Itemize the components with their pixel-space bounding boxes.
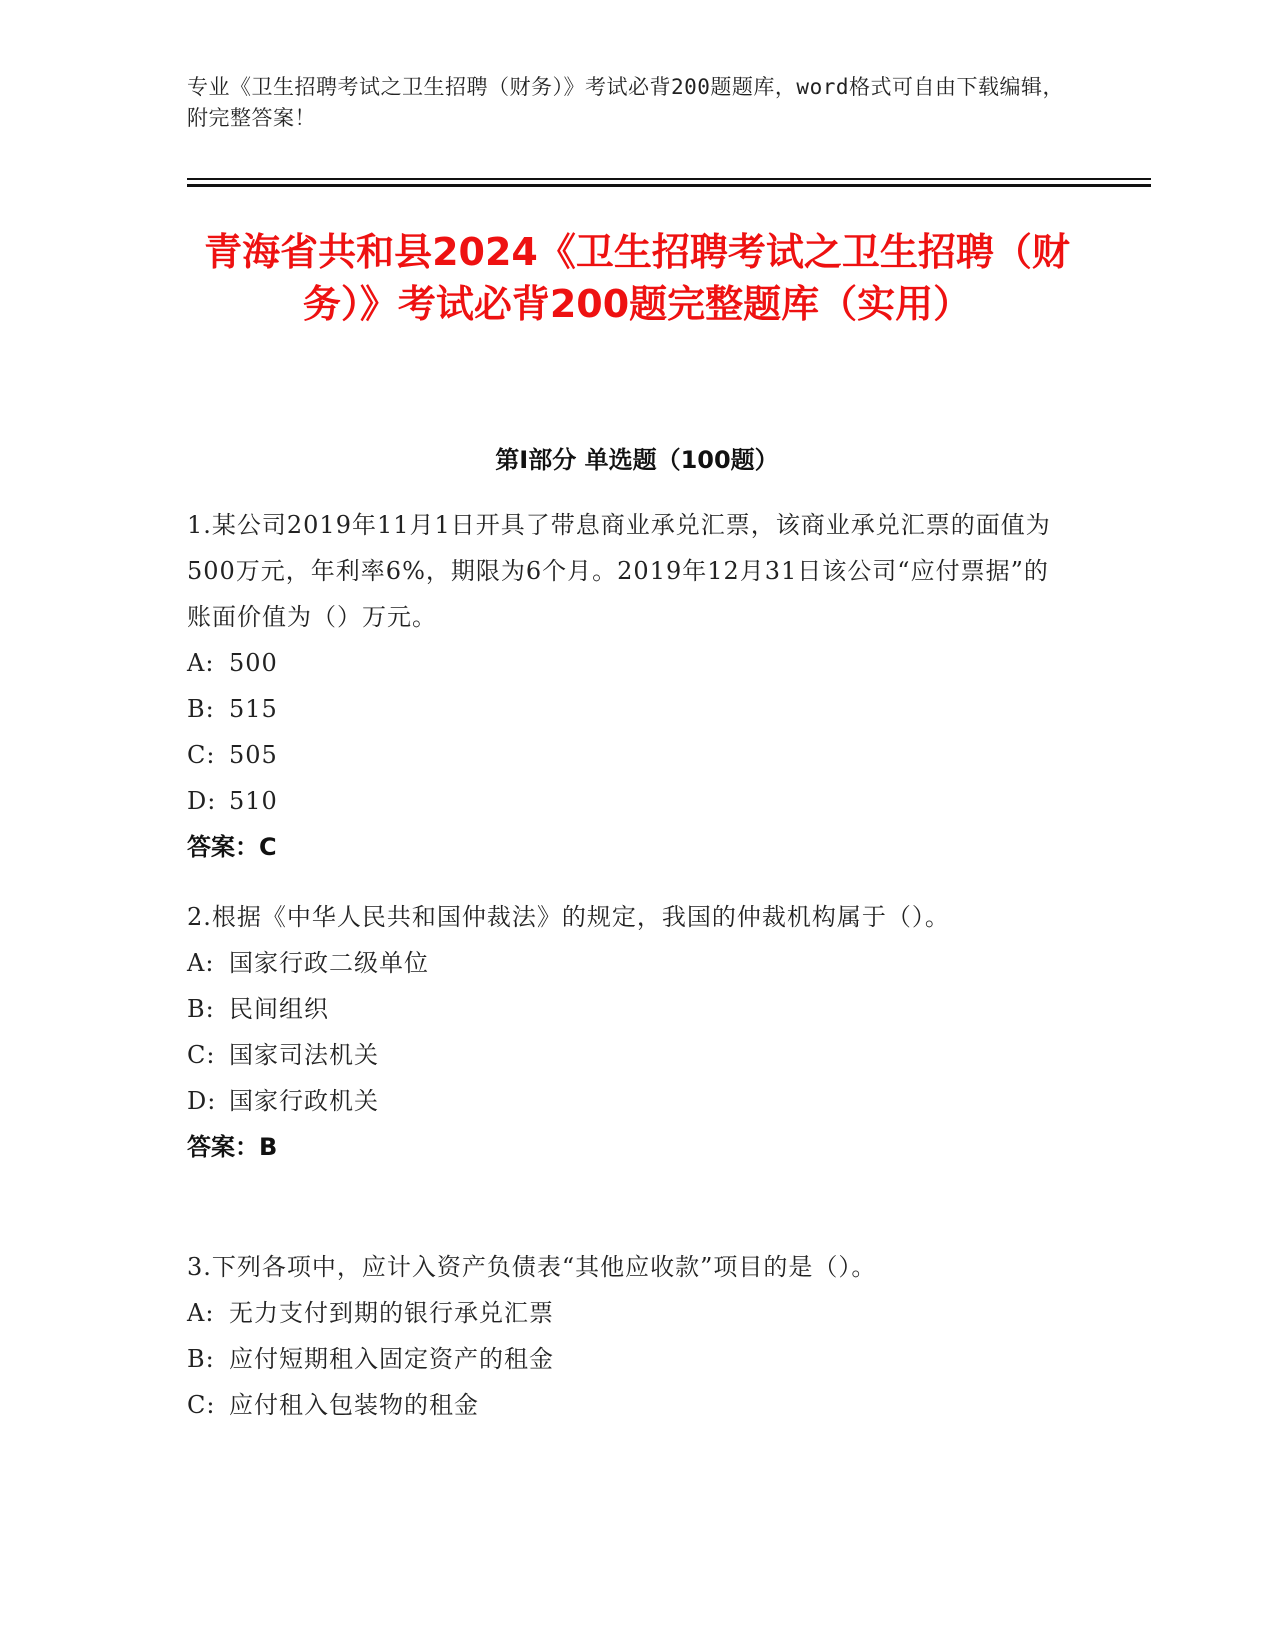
option-c: [187, 1032, 1067, 1078]
option-value: 505: [229, 741, 278, 769]
question-text: 3.下列各项中，应计入资产负债表“其他应收款”项目的是（）。: [187, 1253, 877, 1281]
option-letter: B:: [187, 995, 215, 1023]
section-heading: 第I部分 单选题（100题）: [495, 446, 779, 474]
question-text: 2.根据《中华人民共和国仲裁法》的规定，我国的仲裁机构属于（）。: [187, 903, 950, 931]
answer-label: 答案：C: [187, 833, 277, 861]
option-value: 民间组织: [229, 995, 329, 1023]
question-2: [187, 894, 1067, 1170]
option-letter: A:: [187, 1299, 215, 1327]
option-letter: B:: [187, 695, 215, 723]
question-3: [187, 1244, 1067, 1428]
option-a: [187, 640, 1067, 686]
option-c: [187, 732, 1067, 778]
option-value: 500: [229, 649, 278, 677]
option-letter: D:: [187, 787, 217, 815]
answer-label: 答案：B: [187, 1133, 278, 1161]
option-value: 国家行政二级单位: [229, 949, 429, 977]
option-letter: C:: [187, 1391, 216, 1419]
option-d: [187, 1078, 1067, 1124]
option-value: 515: [229, 695, 278, 723]
option-value: 应付短期租入固定资产的租金: [229, 1345, 554, 1373]
header-note: 专业《卫生招聘考试之卫生招聘（财务）》考试必背200题题库，word格式可自由下载编辑，附完整答案！: [187, 75, 1064, 130]
question-1: [187, 502, 1067, 870]
document-title: 青海省共和县2024《卫生招聘考试之卫生招聘（财务）》考试必背200题完整题库（实用）: [204, 230, 1070, 326]
option-value: 应付租入包装物的租金: [229, 1391, 479, 1419]
option-letter: C:: [187, 741, 216, 769]
header-divider-thin: [187, 178, 1151, 180]
option-c: [187, 1382, 1067, 1428]
option-b: [187, 986, 1067, 1032]
option-a: [187, 1290, 1067, 1336]
option-letter: A:: [187, 649, 215, 677]
option-value: 无力支付到期的银行承兑汇票: [229, 1299, 554, 1327]
option-letter: C:: [187, 1041, 216, 1069]
option-a: [187, 940, 1067, 986]
option-b: [187, 1336, 1067, 1382]
option-letter: D:: [187, 1087, 217, 1115]
question-text: 1.某公司2019年11月1日开具了带息商业承兑汇票，该商业承兑汇票的面值为500万元，年利率6%，期限为6个月。2019年12月31日该公司“应付票据”的账面价值为（）万元。: [187, 511, 1051, 631]
option-letter: B:: [187, 1345, 215, 1373]
option-value: 510: [229, 787, 278, 815]
option-value: 国家司法机关: [229, 1041, 379, 1069]
option-d: [187, 778, 1067, 824]
option-value: 国家行政机关: [229, 1087, 379, 1115]
option-letter: A:: [187, 949, 215, 977]
option-b: [187, 686, 1067, 732]
header-divider-thick: [187, 184, 1151, 187]
